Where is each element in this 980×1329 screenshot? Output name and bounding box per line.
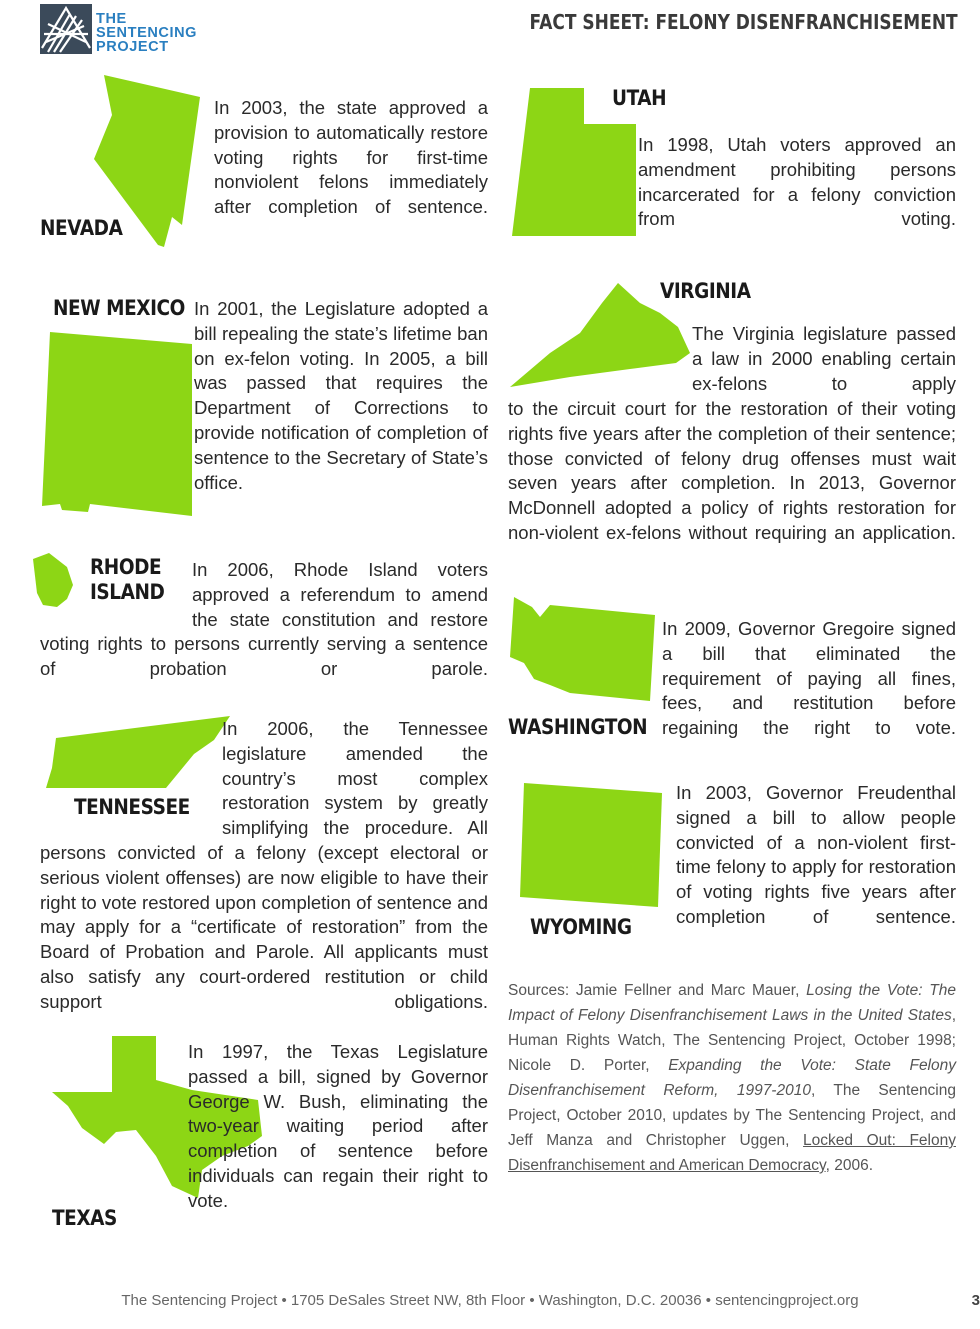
tennessee-map-icon xyxy=(46,716,230,788)
state-name-texas: TEXAS xyxy=(52,1206,117,1230)
sources-title-3-link[interactable]: Locked Out: Felony Disenfranchisement and American Democracy xyxy=(508,1132,956,1174)
rhode-island-name-line1: RHODE xyxy=(90,555,162,579)
virginia-text-b: to the circuit court for the restoration of their voting rights five years after the completion of their sentence; those convicted of felony drug offenses must wait seven years after completion. In 2013, Governor McDonnell adopted a policy of rights restoration for non-violent ex-felons without requiring an application. xyxy=(508,398,956,543)
sources-citation xyxy=(508,978,956,1178)
sources-title-2: Expanding the Vote: State Felony Disenfranchisement Reform, 1997-2010 xyxy=(508,1057,956,1099)
new-mexico-map-icon xyxy=(42,332,192,516)
logo-line-2: SENTENCING xyxy=(96,25,198,41)
state-name-tennessee: TENNESSEE xyxy=(74,795,190,819)
state-name-washington: WASHINGTON xyxy=(508,715,648,739)
logo-mark-icon xyxy=(40,4,92,54)
washington-text: In 2009, Governor Gregoire signed a bill that eliminated the requirement of paying all fines, fees, and restitution before regaining the right to vote. xyxy=(662,618,956,739)
state-name-new-mexico: NEW MEXICO xyxy=(53,296,185,320)
new-mexico-text: In 2001, the Legislature adopted a bill repealing the state’s lifetime ban on ex-felon voting. In 2005, a bill was passed that requires the Department of Corrections to provide notification of completion of sentence to the Secretary of State’s office. xyxy=(194,298,488,493)
virginia-map-icon xyxy=(510,283,690,387)
wyoming-text: In 2003, Governor Freudenthal signed a bill to allow people convicted of a non-violent first-time felony to apply for restoration of voting rights five years after completion of sentence. xyxy=(676,782,956,927)
virginia-text-a: The Virginia legislature passed a law in 2000 enabling certain ex-felons to apply xyxy=(692,323,956,394)
utah-text: In 1998, Utah voters approved an amendment prohibiting persons incarcerated for a felony conviction from voting. xyxy=(638,134,956,230)
sources-prefix: Sources: Jamie Fellner and Marc Mauer, xyxy=(508,982,807,999)
washington-map-icon xyxy=(510,597,655,701)
state-name-rhode-island xyxy=(90,555,164,605)
footer-address: The Sentencing Project • 1705 DeSales Street NW, 8th Floor • Washington, D.C. 20036 • sentencingproject.org xyxy=(121,1292,859,1309)
rhode-island-name-line2: ISLAND xyxy=(90,580,165,605)
tennessee-text-b: persons convicted of a felony (except electoral or serious violent offenses) are now eligible to have their right to vote restored upon completion of sentence and may apply for a “certificate of restoration” from the Board of Probation and Parole. All applicants must also satisfy any court-ordered restitution or child support obligations. xyxy=(40,842,488,1012)
state-name-utah: UTAH xyxy=(612,86,667,110)
texas-text: In 1997, the Texas Legislature passed a bill, signed by Governor George W. Bush, eliminating the two-year waiting period after completion of sentence before individuals can regain their right to vote. xyxy=(188,1041,488,1211)
tennessee-text-a: In 2006, the Tennessee legislature amended the country’s most complex restoration system by greatly simplifying the procedure. All xyxy=(222,718,488,839)
logo-line-3: PROJECT xyxy=(96,39,169,55)
rhode-island-text-b: voting rights to persons currently serving a sentence of probation or parole. xyxy=(40,633,488,679)
sources-suffix: , 2006. xyxy=(825,1157,874,1174)
page-number: 3 xyxy=(971,1292,980,1309)
wyoming-map-icon xyxy=(520,783,662,907)
sources-title-1: Losing the Vote: The Impact of Felony Disenfranchisement Laws in the United States xyxy=(508,982,957,1024)
state-name-virginia: VIRGINIA xyxy=(660,279,751,303)
state-name-nevada: NEVADA xyxy=(40,216,123,240)
rhode-island-text-a: In 2006, Rhode Island voters approved a referendum to amend the state constitution and restore xyxy=(192,559,488,630)
sources-mid-1: , Human Rights Watch, The Sentencing Project, October 1998; Nicole D. Porter, xyxy=(508,1007,956,1074)
state-name-wyoming: WYOMING xyxy=(530,915,632,939)
logo[interactable] xyxy=(40,4,210,56)
utah-map-icon xyxy=(512,88,636,236)
logo-line-1: THE xyxy=(96,11,127,27)
rhode-island-map-icon xyxy=(33,553,75,607)
nevada-text: In 2003, the state approved a provision to automatically restore voting rights for first-time nonviolent felons immediately after completion of sentence. xyxy=(214,97,488,218)
sources-mid-2: , The Sentencing Project, October 2010, updates by The Sentencing Project, and Jeff Manza and Christopher Uggen, xyxy=(508,1082,956,1149)
page-title: FACT SHEET: FELONY DISENFRANCHISEMENT xyxy=(529,10,958,34)
